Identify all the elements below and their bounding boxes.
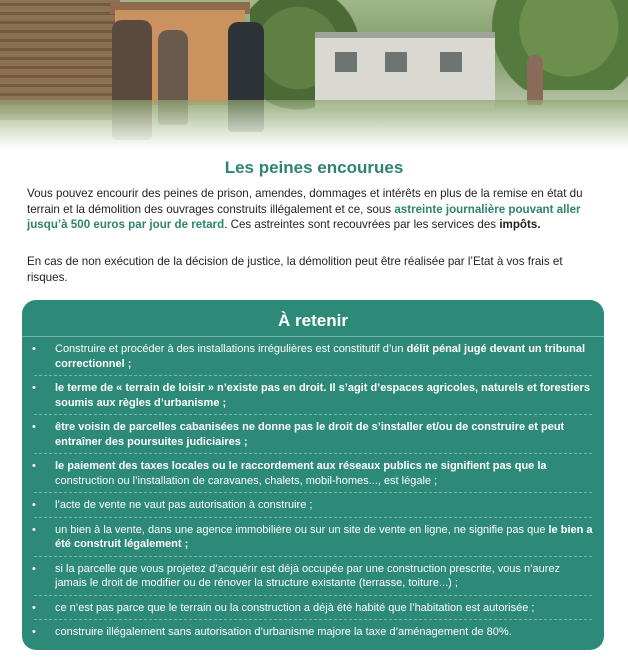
item-text: si la parcelle que vous projetez d’acquérir est déjà occupée par une construction prescrite, vous n’aurez jamais le droit de modifier ou de rénover la structure existante (terrasse, toiture...) ; xyxy=(55,562,561,589)
penalties-bold-end: impôts. xyxy=(499,218,541,231)
list-item xyxy=(22,523,604,552)
item-bold-text: le terme de « terrain de loisir » n’existe pas en droit. Il s’agit d’espaces agricoles, naturels et forestiers soumis aux règles d’urbanisme ; xyxy=(55,382,590,409)
list-item xyxy=(22,498,604,513)
bullet-icon: • xyxy=(32,601,36,614)
item-separator xyxy=(34,556,592,558)
bullet-icon: • xyxy=(32,343,36,355)
grass xyxy=(0,100,628,150)
list-item xyxy=(22,601,604,616)
bullet-icon: • xyxy=(32,626,36,638)
penalty-highlight: astreinte journalière pouvant aller jusqu’à 500 euros par jour de retard xyxy=(27,202,581,231)
penalties-text-b: . Ces astreintes sont recouvrées par les services des xyxy=(224,218,500,231)
bullet-icon: • xyxy=(32,382,36,394)
item-text: ce n’est pas parce que le terrain ou la construction a déjà été habité que l’habitation est autorisée ; xyxy=(55,601,535,614)
bullet-icon: • xyxy=(32,562,36,575)
penalties-text-a: Vous pouvez encourir des peines de prison, amendes, dommages et intérêts en plus de la remise en état du terrain et la démolition des ouvrages construits illégalement et ce, sous xyxy=(27,187,583,216)
list-item xyxy=(22,562,604,591)
demolition-paragraph: En cas de non exécution de la décision de justice, la démolition peut être réalisée par l’Etat à vos frais et risques. xyxy=(27,255,563,284)
item-text: Construire et procéder à des installations irrégulières est constitutif d’un xyxy=(55,343,407,355)
trees-right xyxy=(480,0,628,90)
bullet-icon: • xyxy=(32,499,36,511)
item-text: l’acte de vente ne vaut pas autorisation à construire ; xyxy=(55,499,313,511)
item-text: construire illégalement sans autorisation d’urbanisme majore la taxe d’aménagement de 80%. xyxy=(55,626,512,638)
item-text: un bien à la vente, dans une agence immobilière ou sur un site de vente en ligne, ne signifie pas que xyxy=(55,523,549,536)
header-photo xyxy=(0,0,628,150)
item-separator xyxy=(34,414,592,416)
list-item xyxy=(22,381,604,410)
item-separator xyxy=(34,595,592,597)
bullet-icon: • xyxy=(32,421,36,433)
item-separator xyxy=(34,453,592,455)
item-bold-text: le bien a été construit légalement ; xyxy=(55,523,593,550)
list-item xyxy=(22,625,604,640)
key-points-title: À retenir xyxy=(278,311,348,330)
bullet-icon: • xyxy=(32,460,36,472)
person-4 xyxy=(527,55,543,105)
bullet-icon: • xyxy=(32,523,36,536)
list-item xyxy=(22,420,604,449)
item-bold-text: le paiement des taxes locales ou le raccordement aux réseaux publics ne signifient pas que la xyxy=(55,460,547,472)
item-bold-text: être voisin de parcelles cabanisées ne donne pas le droit de s’installer et/ou de construire et peut entraîner des poursuites judiciaires ; xyxy=(55,421,565,448)
divider xyxy=(22,336,604,337)
list-item xyxy=(22,342,604,371)
item-bold-text: délit pénal jugé devant un tribunal correctionnel ; xyxy=(55,343,586,370)
section-title: Les peines encourues xyxy=(224,158,404,177)
item-separator xyxy=(34,619,592,621)
item-separator xyxy=(34,375,592,377)
item-separator xyxy=(34,517,592,519)
key-points-box xyxy=(22,300,604,650)
list-item xyxy=(22,459,604,488)
penalties-paragraph xyxy=(27,186,593,233)
item-separator xyxy=(34,492,592,494)
key-points-list xyxy=(22,342,604,640)
mobile-home xyxy=(315,32,495,108)
item-text: construction ou l’installation de caravanes, chalets, mobil-homes..., est légale ; xyxy=(55,474,438,487)
